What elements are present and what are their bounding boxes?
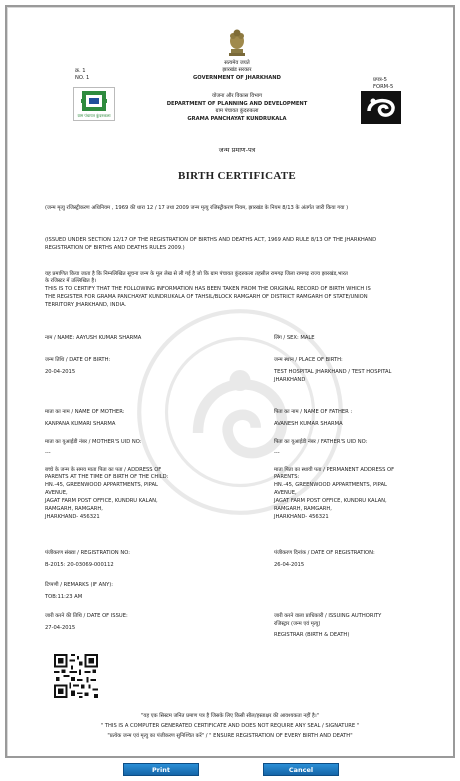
address-perm-label-line1: माता पिता का स्थायी पता / PERMANENT ADDRESS OF [274, 467, 395, 473]
certify-hindi-line2: के रजिस्टर में उल्लिखित है। [45, 278, 97, 284]
pob-line2: JHARKHAND [274, 377, 306, 383]
panchayat-logo [73, 87, 115, 121]
issued-under-line2: REGISTRATION OF BIRTHS AND DEATHS RULES 2009.) [45, 245, 185, 251]
reg-date-value: 26-04-2015 [274, 562, 305, 568]
reg-no-value: B-2015: 20-03069-000112 [45, 562, 114, 568]
dept-hindi: योजना और विकास विभाग [211, 93, 262, 99]
address-birth-line2: AVENUE, [45, 490, 68, 496]
issuing-authority-label: जारी करने वाला प्राधिकारी / ISSUING AUTHORITY [274, 613, 382, 619]
reg-date-label: पंजीकरण दिनांक / DATE OF REGISTRATION: [274, 550, 375, 556]
action-buttons [0, 763, 460, 777]
footer-hindi: "यह एक सिस्टम जनित प्रमाण पत्र है जिसके लिए किसी सील/हस्ताक्षर की आवश्यकता नहीं है।" [140, 713, 320, 719]
certificate-frame [5, 5, 455, 758]
address-perm-line1: HN.-45, GREENWOOD APPARTMENTS, PIPAL [274, 482, 387, 488]
form-no: FORM-5 [373, 84, 394, 90]
panchayat-logo-text: ग्राम पंचायत कुंदरुकला [77, 113, 111, 118]
dob-value: 20-04-2015 [45, 369, 76, 375]
dept-title: DEPARTMENT OF PLANNING AND DEVELOPMENT [166, 101, 308, 107]
form-hindi: प्रपत्र-5 [373, 77, 387, 83]
panchayat-title: GRAMA PANCHAYAT KUNDRUKALA [187, 116, 287, 122]
child-name: नाम / NAME: AAYUSH KUMAR SHARMA [45, 335, 142, 341]
remarks-value: TOB:11:23 AM [45, 594, 83, 600]
issuing-authority-value: REGISTRAR (BIRTH & DEATH) [274, 632, 350, 638]
national-emblem-icon [226, 27, 248, 59]
certificate-title: BIRTH CERTIFICATE [177, 170, 297, 182]
father-uid-value: --- [274, 450, 280, 456]
qr-code-icon [52, 652, 100, 700]
pob-label: जन्म स्थान / PLACE OF BIRTH: [274, 357, 343, 363]
issued-under-line1: (ISSUED UNDER SECTION 12/17 OF THE REGISTRATION OF BIRTHS AND DEATHS ACT, 1969 AND RULE 8/13 OF THE JHARKHAND [45, 237, 377, 243]
footer-ensure-registration: "प्रत्येक जन्म एवं मृत्यु का पंजीकरण सुनिश्चित करें" / " ENSURE REGISTRATION OF EVERY BIRTH AND DEATH" [107, 733, 353, 739]
certify-line3: TERRITORY JHARKHAND, INDIA. [45, 302, 127, 308]
title-hindi: जन्म प्रमाण-पत्र [218, 146, 256, 154]
address-birth-line4: RAMGARH, RAMGARH, [45, 506, 103, 512]
govt-hindi: झारखंड सरकार [222, 67, 252, 73]
father-uid-label: पिता का यूआईडी नंबर / FATHER'S UID NO: [274, 439, 368, 445]
address-perm-line5: JHARKHAND- 456321 [274, 514, 329, 520]
mother-value: KANPANA KUMARI SHARMA [45, 421, 116, 427]
address-perm-label-line2: PARENTS: [274, 474, 300, 480]
mother-label: माता का नाम / NAME OF MOTHER: [45, 409, 125, 415]
dob-label: जन्म तिथि / DATE OF BIRTH: [45, 357, 111, 363]
digital-india-logo-icon [361, 91, 401, 124]
cancel-button[interactable]: Cancel [263, 763, 339, 776]
emblem-motto: सत्यमेव जयते [224, 60, 250, 66]
certify-line1: THIS IS TO CERTIFY THAT THE FOLLOWING INFORMATION HAS BEEN TAKEN FROM THE ORIGINAL RECORD OF BIRTH WHICH IS [45, 286, 371, 292]
father-label: पिता का नाम / NAME OF FATHER : [274, 409, 353, 415]
issuing-authority-hindi: रजिस्ट्रार (जन्म एवं मृत्यु) [274, 621, 321, 627]
certificate [7, 7, 453, 756]
sr-no: NO. 1 [75, 75, 90, 81]
print-button[interactable]: Print [123, 763, 199, 776]
address-perm-line2: AVENUE, [274, 490, 297, 496]
remarks-label: टिप्पणी / REMARKS (IF ANY): [45, 582, 114, 588]
mother-uid-value: --- [45, 450, 51, 456]
address-perm-line4: RAMGARH, RAMGARH, [274, 506, 332, 512]
govt-title: GOVERNMENT OF JHARKHAND [193, 75, 281, 81]
address-birth-label-line1: बच्चे के जन्म के समय माता पिता का पता / ADDRESS OF [45, 467, 162, 473]
address-birth-line5: JHARKHAND- 456321 [45, 514, 100, 520]
issue-date-label: जारी करने की तिथि / DATE OF ISSUE: [45, 613, 128, 619]
footer-computer-generated: " THIS IS A COMPUTER GENERATED CERTIFICATE AND DOES NOT REQUIRE ANY SEAL / SIGNATURE " [100, 723, 360, 729]
address-birth-label-line2: PARENTS AT THE TIME OF BIRTH OF THE CHILD: [45, 474, 169, 480]
address-birth-line3: JAGAT FARM POST OFFICE, KUNDRU KALAN, [45, 498, 158, 504]
pob-line1: TEST HOSPITAL JHARKHAND / TEST HOSPITAL [274, 369, 392, 375]
address-birth-line1: HN.-45, GREENWOOD APPARTMENTS, PIPAL [45, 482, 158, 488]
panchayat-hindi: ग्राम पंचायत कुंदरुकला [215, 108, 259, 114]
reg-no-label: पंजीकरण संख्या / REGISTRATION NO: [45, 550, 130, 556]
issue-date-value: 27-04-2015 [45, 625, 76, 631]
issued-under-hindi: (जन्म मृत्यु रजिस्ट्रीकरण अधिनियम , 1969 की धारा 12 / 17 तथा 2009 जन्म मृत्यु रजिस्ट्रीकरण नियम, झारखंड के नियम 8/13 के अंतर्गत जारी किया गया ) [45, 205, 349, 211]
panchayat-logo-icon [81, 90, 107, 112]
address-perm-line3: JAGAT FARM POST OFFICE, KUNDRU KALAN, [274, 498, 387, 504]
certify-hindi-line1: यह प्रमाणित किया जाता है कि निम्नलिखित सूचना जन्म के मूल लेख से ली गई है जो कि ग्राम पंचायत कुंदरुकला तहसील रामगढ़ जिला रामगढ़ राज्य झारखंड,भारत [45, 271, 348, 277]
sr-no-hindi: क्र. 1 [75, 68, 86, 74]
father-value: AVANESH KUMAR SHARMA [274, 421, 343, 427]
sex: लिंग / SEX: MALE [274, 335, 315, 341]
certify-line2: THE REGISTER FOR GRAMA PANCHAYAT KUNDRUKALA OF TAHSIL/BLOCK RAMGARH OF DISTRICT RAMGARH OF STATE/UNION [45, 294, 368, 300]
mother-uid-label: माता का यूआईडी नंबर / MOTHER'S UID NO: [45, 439, 142, 445]
